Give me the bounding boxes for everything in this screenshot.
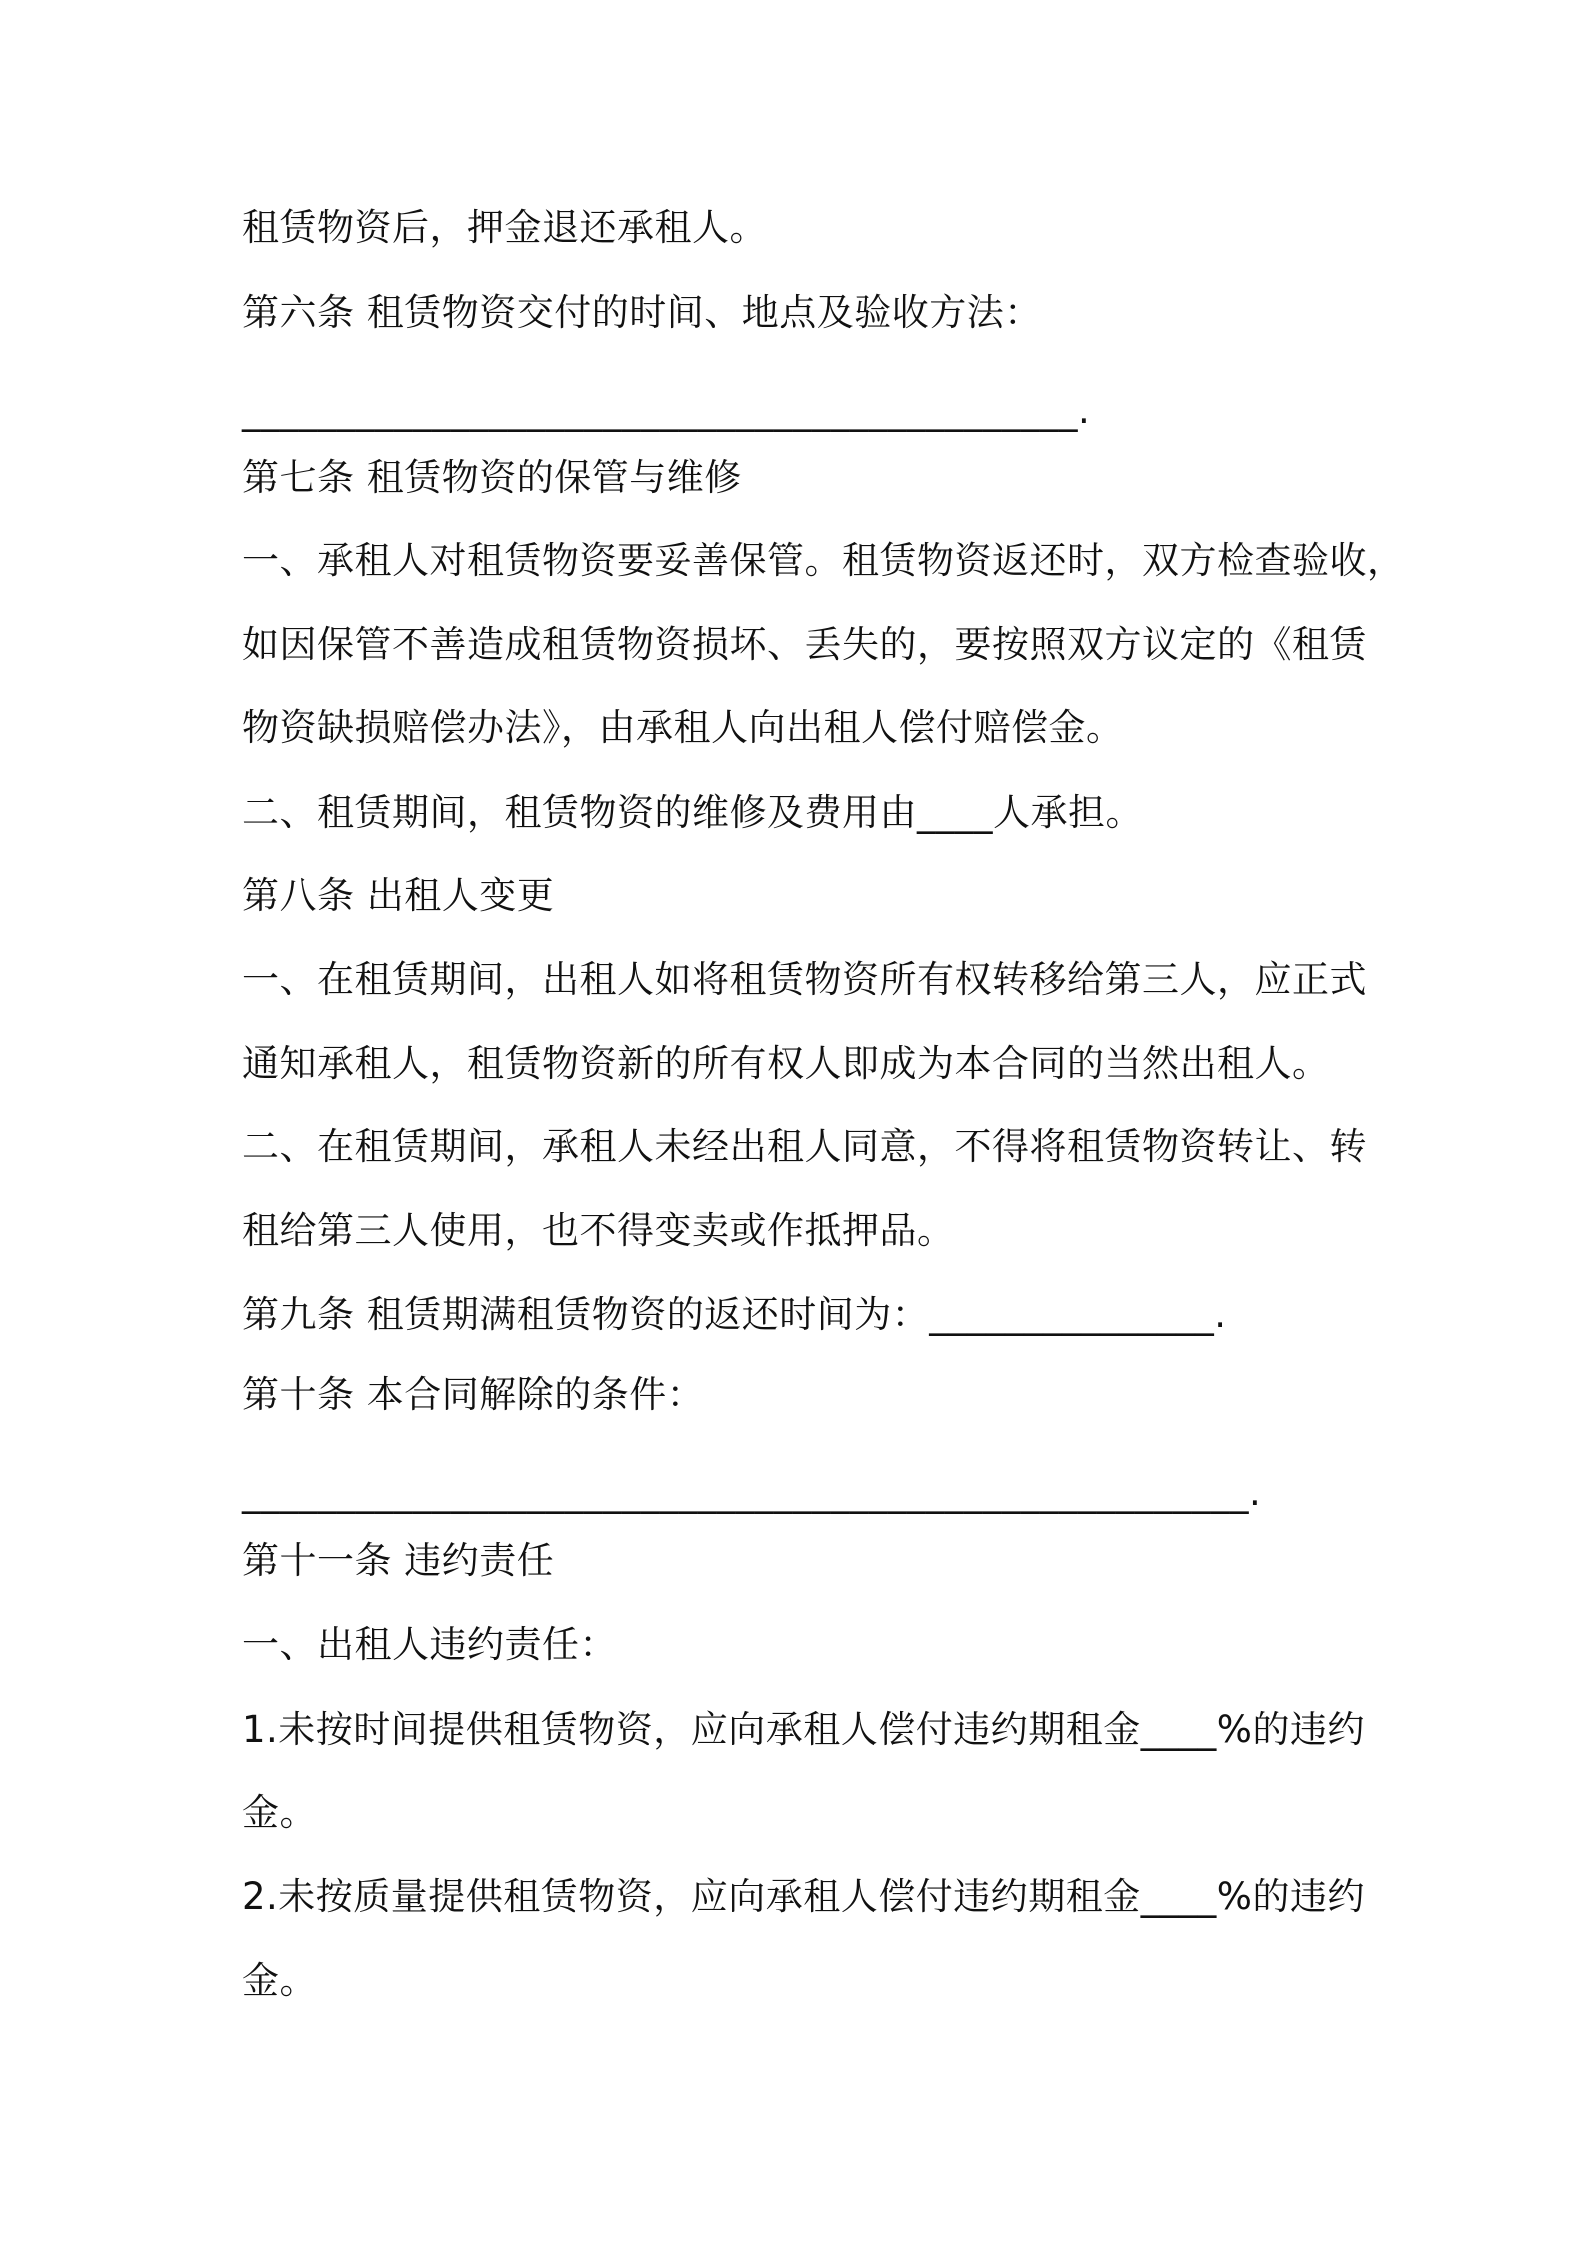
article-heading: 第八条 出租人变更 xyxy=(242,874,555,917)
text-line: 如因保管不善造成租赁物资损坏、丢失的，要按照双方议定的《租赁 xyxy=(242,623,1367,666)
article-heading: 第九条 租赁期满租赁物资的返还时间为：_______________. xyxy=(242,1293,1227,1336)
article-heading: 第六条 租赁物资交付的时间、地点及验收方法： xyxy=(242,291,1042,334)
text-line: 一、在租赁期间，出租人如将租赁物资所有权转移给第三人，应正式 xyxy=(242,958,1367,1001)
text-line: 二、在租赁期间，承租人未经出租人同意，不得将租赁物资转让、转 xyxy=(242,1125,1367,1168)
text-line: 一、承租人对租赁物资要妥善保管。租赁物资返还时，双方检查验收， xyxy=(242,539,1405,582)
text-line: 一、出租人违约责任： xyxy=(242,1623,617,1666)
text-line: 金。 xyxy=(242,1791,317,1834)
text-line: 租给第三人使用，也不得变卖或作抵押品。 xyxy=(242,1209,955,1252)
article-heading: 第十条 本合同解除的条件： xyxy=(242,1373,705,1416)
text-line: 金。 xyxy=(242,1959,317,2002)
text-line: 2.未按质量提供租赁物资，应向承租人偿付违约期租金____%的违约 xyxy=(242,1875,1365,1918)
text-line: 物资缺损赔偿办法》，由承租人向出租人偿付赔偿金。 xyxy=(242,706,1124,749)
article-heading: 第七条 租赁物资的保管与维修 xyxy=(242,456,742,499)
text-line: 通知承租人，租赁物资新的所有权人即成为本合同的当然出租人。 xyxy=(242,1042,1330,1085)
article-heading: 第十一条 违约责任 xyxy=(242,1539,555,1582)
text-line: 二、租赁期间，租赁物资的维修及费用由____人承担。 xyxy=(242,791,1143,834)
blank-fill-line: ____________________________________________. xyxy=(242,389,1091,432)
blank-fill-line: _____________________________________________________. xyxy=(242,1471,1262,1514)
text-line: 租赁物资后，押金退还承租人。 xyxy=(242,206,767,249)
text-line: 1.未按时间提供租赁物资，应向承租人偿付违约期租金____%的违约 xyxy=(242,1708,1365,1751)
